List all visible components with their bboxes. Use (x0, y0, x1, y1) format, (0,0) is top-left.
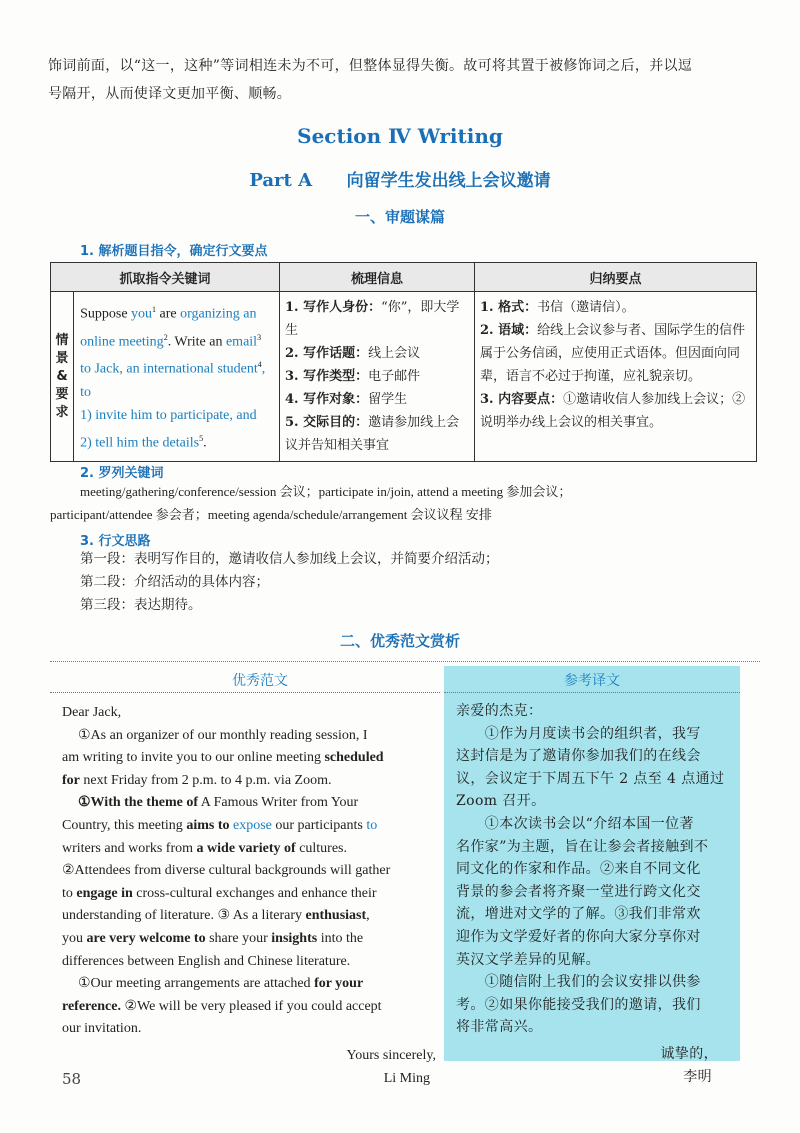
row-label-char: 情 (55, 332, 69, 348)
letter-line (62, 996, 440, 1019)
letter-bold: engage in (76, 885, 133, 901)
prompt-keyword: you (131, 306, 153, 322)
point-text: ①邀请收信人参加线上会议；②说明举办线上会议的相关事宜。 (480, 392, 746, 430)
intro-line: 饰词前面，以“这一，这种”等词相连未为不可，但整体显得失衡。故可将其置于被修饰词之后，并以逗 (48, 58, 693, 74)
translation-line: 背景的参会者将齐聚一堂进行跨文化交 (456, 883, 701, 900)
translation-line: 议，会议定于下周五下午 2 点至 4 点通过 (456, 770, 725, 787)
heading-sample: 二、优秀范文赏析 (339, 632, 460, 650)
info-item (285, 296, 469, 342)
prompt-cell (74, 292, 280, 462)
point-item (480, 296, 751, 319)
info-text: 电子邮件 (368, 369, 421, 384)
letter-text: ②We will be very pleased if you could accept (124, 998, 382, 1014)
analysis-table (50, 262, 757, 462)
prompt-text: . Write an (167, 334, 223, 350)
info-item (285, 365, 469, 388)
letter-bold: reference. (62, 998, 121, 1014)
info-label: 4. 写作对象： (285, 392, 369, 407)
translation-line: 英汉文学差异的见解。 (456, 951, 600, 968)
letter-line: ②Attendees from diverse cultural backgrounds will gather (62, 863, 391, 879)
sample-label: 优秀范文 (232, 673, 288, 689)
letter-text: cross-cultural exchanges and enhance their (136, 885, 377, 901)
info-label: 2. 写作话题： (285, 346, 369, 361)
letter-text: writers and works from (62, 840, 194, 856)
letter-bold: for (62, 772, 80, 788)
letter-line (62, 973, 440, 996)
letter-bold: scheduled (324, 750, 384, 766)
translation-signature: 李明 (683, 1068, 712, 1085)
letter-line (62, 928, 440, 951)
superscript: 2 (163, 332, 168, 342)
letter-text: to (62, 885, 73, 901)
prompt-keyword: 1) invite him to participate, and (80, 407, 257, 423)
letter-text: cultures. (299, 840, 348, 856)
translation-line: 同文化的作家和作品。②来自不同文化 (456, 861, 701, 878)
intro-line: 号隔开，从而使译文更加平衡、顺畅。 (48, 86, 292, 102)
point-text: 书信（邀请信）。 (537, 300, 635, 315)
translation-line: 这封信是为了邀请你参加我们的在线会 (456, 748, 701, 765)
translation-line: 亲爱的杰克： (456, 703, 543, 719)
row-label-char: 求 (55, 404, 69, 420)
keywords-line: participant/attendee 参会者；meeting agenda/schedule/arrangement 会议议程 安排 (50, 507, 492, 522)
letter-bold: are very welcome to (86, 930, 206, 946)
row-label (51, 292, 74, 462)
step-1-heading: 1. 解析题目指令，确定行文要点 (80, 244, 268, 259)
translation-line: ①本次读书会以“介绍本国一位著 (456, 815, 694, 832)
translation-line: 名作家”为主题，旨在让参会者接触到不 (456, 838, 709, 855)
letter-text: next Friday from 2 p.m. to 4 p.m. via Zoom. (83, 772, 332, 788)
outline-line: 第三段：表达期待。 (80, 597, 202, 613)
letter-text: share your (209, 930, 268, 946)
letter-text: our participants (275, 817, 363, 833)
point-text: 给线上会议参与者、国际学生的信件属于公务信函，应使用正式语体。但因面向同辈，语言不必过于拘谨，应礼貌亲切。 (480, 323, 746, 384)
prompt-keyword: to Jack, an international (80, 361, 214, 377)
letter-line (62, 725, 440, 748)
point-item (480, 388, 751, 434)
letter-highlight: to (366, 817, 378, 833)
prompt-text: . (203, 435, 207, 451)
letter-bold: for your (314, 976, 364, 992)
info-label: 1. 写作人身份： (285, 300, 382, 315)
points-cell (475, 292, 757, 462)
keywords-block (50, 480, 760, 526)
letter-text: you (62, 930, 83, 946)
letter-bold: enthusiast (305, 908, 367, 924)
superscript: 3 (257, 332, 262, 342)
info-item (285, 342, 469, 365)
point-label: 1. 格式： (480, 300, 538, 315)
letter-text: into the (320, 930, 364, 946)
letter-text: understanding of literature. ③ As a literary (62, 908, 302, 924)
table-header: 抓取指令关键词 (51, 263, 280, 292)
letter-line (62, 747, 440, 770)
prompt-keyword: organizing (180, 306, 240, 322)
step-3-heading: 3. 行文思路 (80, 534, 151, 549)
letter-line (62, 770, 440, 793)
part-heading (0, 166, 800, 191)
letter-line: differences between English and Chinese literature. (62, 953, 351, 969)
translation-line: ①作为月度读书会的组织者，我写 (456, 725, 701, 742)
info-item (285, 388, 469, 411)
part-title: 向留学生发出线上会议邀请 (346, 171, 551, 191)
letter-closing: Yours sincerely, (346, 1047, 436, 1063)
point-item (480, 319, 751, 388)
superscript: 5 (199, 433, 204, 443)
info-cell (280, 292, 475, 462)
info-text: 留学生 (368, 392, 408, 407)
outline-block (80, 548, 760, 617)
superscript: 4 (257, 360, 262, 370)
info-item (285, 411, 469, 457)
letter-highlight: expose (232, 817, 272, 833)
info-label: 3. 写作类型： (285, 369, 369, 384)
outline-line: 第二段：介绍活动的具体内容； (80, 574, 269, 590)
translation-line: ①随信附上我们的会议安排以供参 (456, 974, 701, 991)
sample-letter (62, 702, 440, 1090)
info-text: 邀请参加线上会议并告知相关事宜 (285, 415, 460, 453)
dotted-divider (444, 692, 740, 693)
letter-text: , (366, 908, 370, 924)
letter-text: ①Our meeting arrangements are attached (78, 976, 311, 992)
translation-closing: 诚挚的， (660, 1045, 718, 1062)
row-label-char: 景 (55, 350, 69, 366)
row-label-char: & (56, 368, 68, 384)
info-label: 5. 交际目的： (285, 415, 369, 430)
info-text: “你”，即大学生 (285, 300, 460, 338)
letter-signature: Li Ming (383, 1070, 430, 1086)
prompt-keyword: student (217, 361, 258, 377)
letter-bold: a wide variety of (196, 840, 296, 856)
letter-text: A Famous Writer from Your (200, 795, 359, 811)
page-number: 58 (62, 1070, 82, 1088)
point-label: 3. 内容要点： (480, 392, 564, 407)
letter-text: am writing to invite you to our online meeting (62, 750, 321, 766)
prompt-keyword: , to (80, 361, 266, 400)
prompt-keyword: 2) tell him the details (80, 435, 200, 451)
row-label-char: 要 (55, 386, 69, 402)
keywords-line: meeting/gathering/conference/session 会议；participate in/join, attend a meeting 参加会议； (80, 484, 572, 499)
letter-bold: aims to (186, 817, 230, 833)
outline-line: 第一段：表明写作目的，邀请收信人参加线上会议，并简要介绍活动； (80, 551, 499, 567)
point-label: 2. 语域： (480, 323, 538, 338)
translation-line: 考。②如果你能接受我们的邀请，我们 (456, 996, 701, 1013)
translation-line: 流，增进对文学的了解。③我们非常欢 (456, 906, 701, 923)
table-header: 梳理信息 (280, 263, 475, 292)
prompt-text: are (159, 306, 177, 322)
letter-bold: ①With the theme of (78, 795, 198, 811)
step-2-heading: 2. 罗列关键词 (80, 466, 164, 481)
translation-line: Zoom 召开。 (456, 793, 546, 810)
letter-bold: insights (271, 930, 318, 946)
heading-analysis: 一、审题谋篇 (354, 208, 445, 226)
prompt-text: Suppose (80, 306, 128, 322)
translation-text (456, 700, 736, 1088)
translation-label: 参考译文 (564, 673, 620, 689)
dotted-divider (50, 692, 440, 693)
translation-line: 将非常高兴。 (456, 1019, 543, 1036)
letter-text: ①As an organizer of our monthly reading session, I (78, 727, 368, 743)
letter-line: our invitation. (62, 1021, 142, 1037)
letter-line (62, 792, 440, 815)
letter-line (62, 905, 440, 928)
part-label: Part A (249, 170, 313, 191)
letter-line (62, 883, 440, 906)
letter-salutation: Dear Jack, (62, 705, 122, 720)
letter-line (62, 838, 440, 861)
dotted-divider (50, 661, 760, 662)
letter-line (62, 815, 440, 838)
translation-line: 迎作为文学爱好者的你向大家分享你对 (456, 928, 701, 945)
prompt-keyword: email (225, 334, 258, 350)
prompt-keyword: an online meeting (80, 306, 257, 350)
letter-text: Country, this meeting (62, 817, 183, 833)
section-title: Section Ⅳ Writing (297, 124, 503, 148)
intro-paragraph (48, 52, 758, 108)
info-text: 线上会议 (368, 346, 421, 361)
superscript: 1 (152, 305, 157, 314)
table-header: 归纳要点 (475, 263, 757, 292)
